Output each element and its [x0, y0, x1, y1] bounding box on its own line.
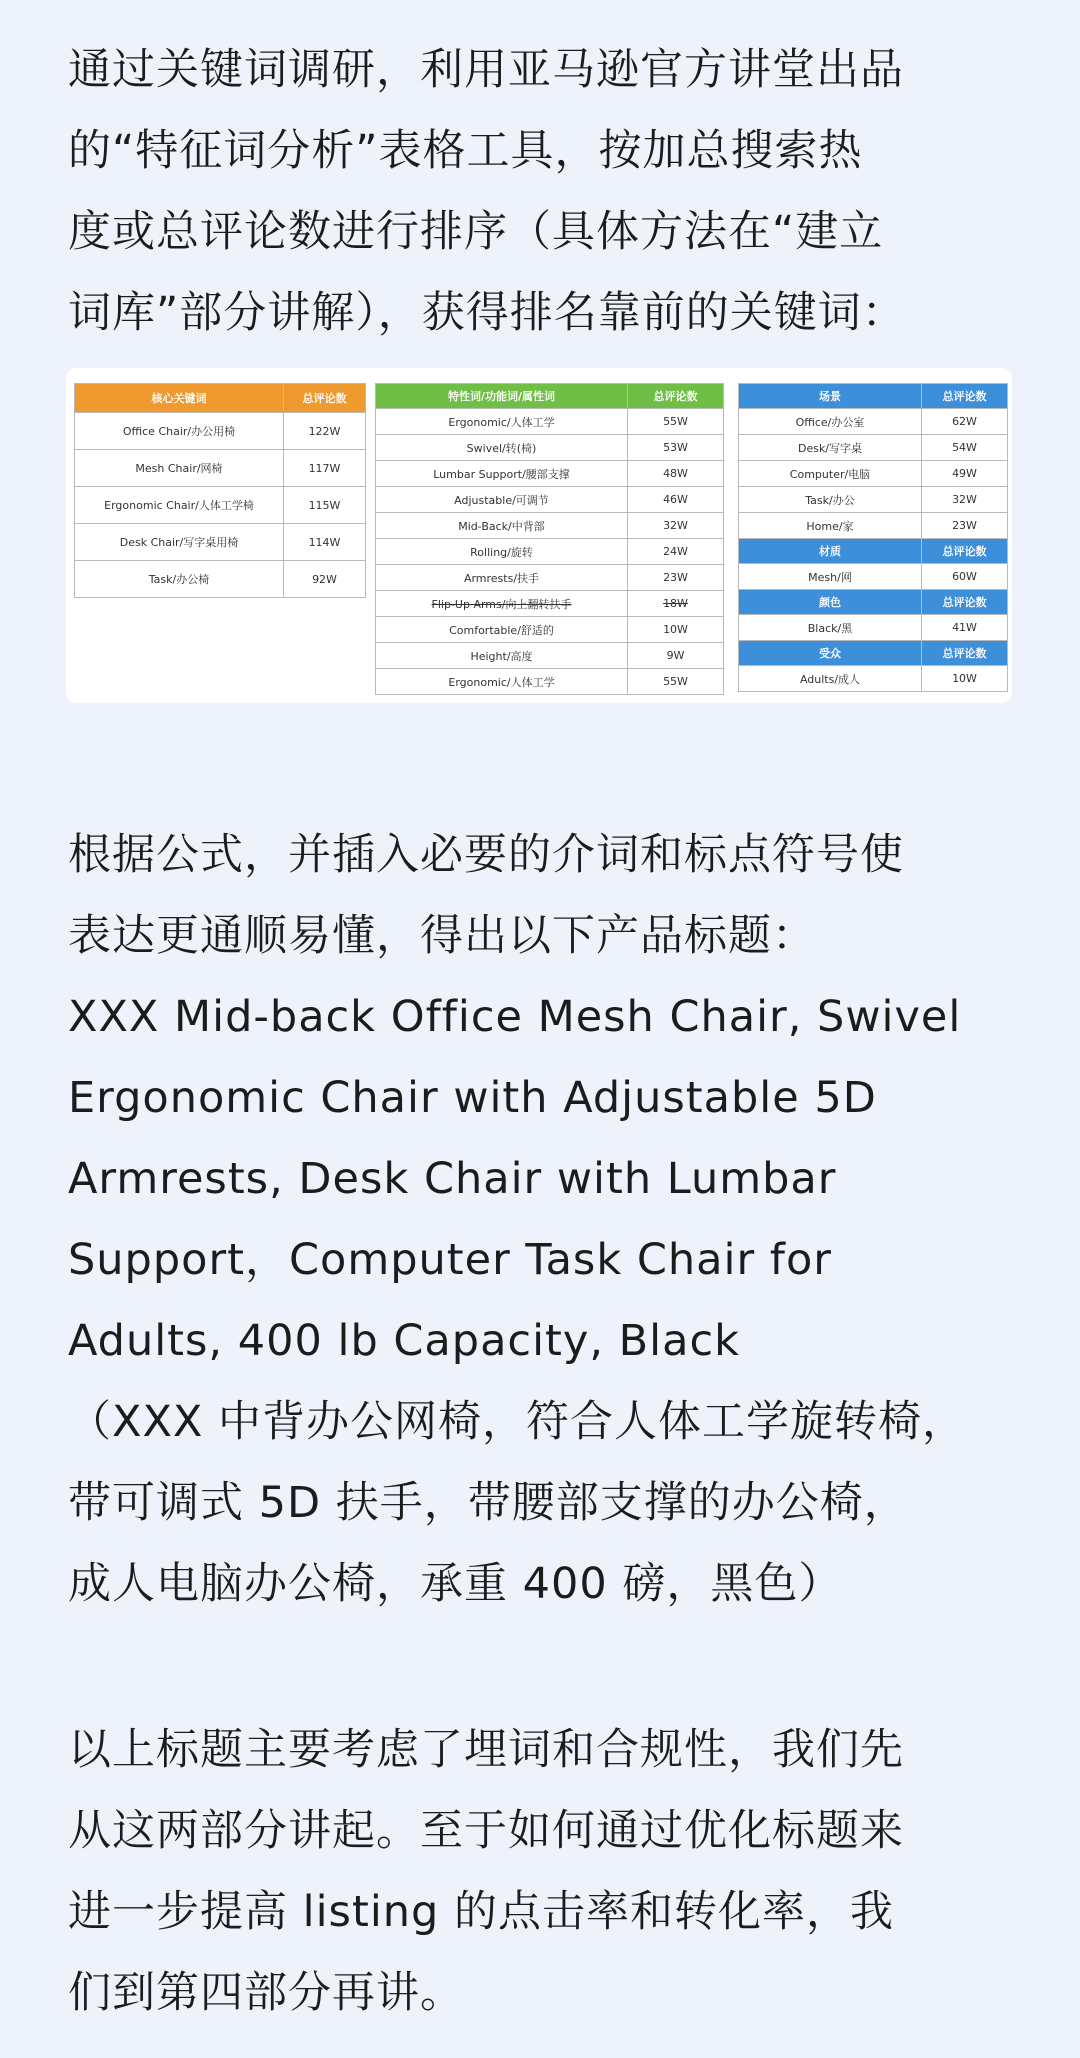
count-cell: 114W: [284, 524, 366, 561]
intro-line: 通过关键词调研，利用亚马逊官方讲堂出品: [68, 45, 904, 95]
keyword-tables-image: [66, 368, 1012, 703]
conclusion-line: 以上标题主要考虑了埋词和合规性，我们先: [68, 1725, 904, 1775]
keyword-cell: Desk/写字桌: [739, 435, 922, 461]
table-header-row: [376, 384, 724, 409]
table-row: [376, 591, 724, 617]
count-cell-struck: 18W: [628, 591, 724, 617]
count-cell: 49W: [922, 461, 1008, 487]
keyword-cell: Adjustable/可调节: [376, 487, 628, 513]
table-row: [376, 435, 724, 461]
table-row: [376, 539, 724, 565]
count-cell: 9W: [628, 643, 724, 669]
title-line: Adults, 400 lb Capacity, Black: [68, 1316, 740, 1366]
table-row: [739, 435, 1008, 461]
title-line: XXX Mid-back Office Mesh Chair, Swivel: [68, 992, 962, 1042]
intro-line: 词库”部分讲解），获得排名靠前的关键词：: [68, 288, 906, 338]
table-row: [376, 617, 724, 643]
table-row: [75, 487, 366, 524]
table-row: [739, 409, 1008, 435]
table-row: [739, 666, 1008, 692]
count-cell: 23W: [922, 513, 1008, 539]
keyword-cell: Task/办公椅: [75, 561, 284, 598]
keyword-cell: Lumbar Support/腰部支撑: [376, 461, 628, 487]
table-row: [376, 669, 724, 695]
intro-line: 度或总评论数进行排序（具体方法在“建立: [68, 207, 884, 257]
keyword-cell: Office Chair/办公用椅: [75, 413, 284, 450]
count-cell: 53W: [628, 435, 724, 461]
count-cell: 10W: [628, 617, 724, 643]
count-cell: 23W: [628, 565, 724, 591]
table-header-cell: 总评论数: [922, 384, 1008, 409]
translation-line: （XXX 中背办公网椅，符合人体工学旋转椅，: [68, 1397, 967, 1447]
count-cell: 115W: [284, 487, 366, 524]
conclusion-line: 进一步提高 listing 的点击率和转化率，我: [68, 1887, 894, 1937]
count-cell: 55W: [628, 669, 724, 695]
table-row: [739, 461, 1008, 487]
result-line: 表达更通顺易懂，得出以下产品标题：: [68, 911, 816, 961]
keyword-cell: Mid-Back/中背部: [376, 513, 628, 539]
table-header-cell: 总评论数: [284, 384, 366, 413]
keyword-cell: Black/黑: [739, 615, 922, 641]
result-paragraph: [68, 815, 1028, 1625]
table-row: [739, 615, 1008, 641]
intro-line: 的“特征词分析”表格工具，按加总搜索热: [68, 126, 863, 176]
keyword-cell: Adults/成人: [739, 666, 922, 692]
scene-keywords-table: [738, 383, 1008, 692]
count-cell: 54W: [922, 435, 1008, 461]
table-header-row: [739, 539, 1008, 564]
table-header-cell: 总评论数: [922, 539, 1008, 564]
count-cell: 32W: [628, 513, 724, 539]
result-line: 根据公式，并插入必要的介词和标点符号使: [68, 830, 904, 880]
title-line: Ergonomic Chair with Adjustable 5D: [68, 1073, 877, 1123]
keyword-cell: Computer/电脑: [739, 461, 922, 487]
table-header-cell: 颜色: [739, 590, 922, 615]
keyword-cell: Ergonomic Chair/人体工学椅: [75, 487, 284, 524]
table-header-row: [739, 641, 1008, 666]
keyword-cell: Mesh Chair/网椅: [75, 450, 284, 487]
count-cell: 117W: [284, 450, 366, 487]
keyword-cell: Home/家: [739, 513, 922, 539]
feature-keywords-table: [375, 383, 724, 695]
keyword-cell: Height/高度: [376, 643, 628, 669]
table-header-cell: 特性词/功能词/属性词: [376, 384, 628, 409]
table-header-row: [75, 384, 366, 413]
count-cell: 122W: [284, 413, 366, 450]
table-header-cell: 核心关键词: [75, 384, 284, 413]
keyword-cell: Armrests/扶手: [376, 565, 628, 591]
table-row: [376, 461, 724, 487]
keyword-cell: Office/办公室: [739, 409, 922, 435]
table-row: [739, 564, 1008, 590]
table-row: [376, 487, 724, 513]
count-cell: 41W: [922, 615, 1008, 641]
table-header-cell: 总评论数: [922, 641, 1008, 666]
count-cell: 10W: [922, 666, 1008, 692]
count-cell: 24W: [628, 539, 724, 565]
translation-line: 成人电脑办公椅，承重 400 磅，黑色）: [68, 1559, 843, 1609]
count-cell: 48W: [628, 461, 724, 487]
table-row: [376, 565, 724, 591]
count-cell: 60W: [922, 564, 1008, 590]
table-row: [376, 513, 724, 539]
table-header-cell: 场景: [739, 384, 922, 409]
keyword-cell: Desk Chair/写字桌用椅: [75, 524, 284, 561]
table-row: [75, 413, 366, 450]
keyword-cell: Mesh/网: [739, 564, 922, 590]
table-row: [75, 561, 366, 598]
count-cell: 32W: [922, 487, 1008, 513]
table-header-row: [739, 384, 1008, 409]
title-line: Support，Computer Task Chair for: [68, 1235, 832, 1285]
table-row: [739, 513, 1008, 539]
table-row: [376, 409, 724, 435]
keyword-cell: Ergonomic/人体工学: [376, 669, 628, 695]
table-row: [75, 450, 366, 487]
count-cell: 92W: [284, 561, 366, 598]
table-row: [376, 643, 724, 669]
count-cell: 55W: [628, 409, 724, 435]
title-line: Armrests, Desk Chair with Lumbar: [68, 1154, 837, 1204]
core-keywords-table: [74, 383, 366, 598]
table-header-cell: 受众: [739, 641, 922, 666]
conclusion-line: 们到第四部分再讲。: [68, 1968, 464, 2018]
keyword-cell: Comfortable/舒适的: [376, 617, 628, 643]
keyword-cell-struck: Flip-Up Arms/向上翻转扶手: [376, 591, 628, 617]
keyword-cell: Ergonomic/人体工学: [376, 409, 628, 435]
keyword-cell: Task/办公: [739, 487, 922, 513]
count-cell: 46W: [628, 487, 724, 513]
table-row: [739, 487, 1008, 513]
table-header-cell: 材质: [739, 539, 922, 564]
keyword-cell: Swivel/转(椅): [376, 435, 628, 461]
intro-paragraph: [68, 30, 1028, 354]
table-row: [75, 524, 366, 561]
translation-line: 带可调式 5D 扶手，带腰部支撑的办公椅，: [68, 1478, 908, 1528]
table-header-cell: 总评论数: [628, 384, 724, 409]
count-cell: 62W: [922, 409, 1008, 435]
conclusion-paragraph: [68, 1710, 1028, 2034]
table-header-row: [739, 590, 1008, 615]
conclusion-line: 从这两部分讲起。至于如何通过优化标题来: [68, 1806, 904, 1856]
keyword-cell: Rolling/旋转: [376, 539, 628, 565]
table-header-cell: 总评论数: [922, 590, 1008, 615]
